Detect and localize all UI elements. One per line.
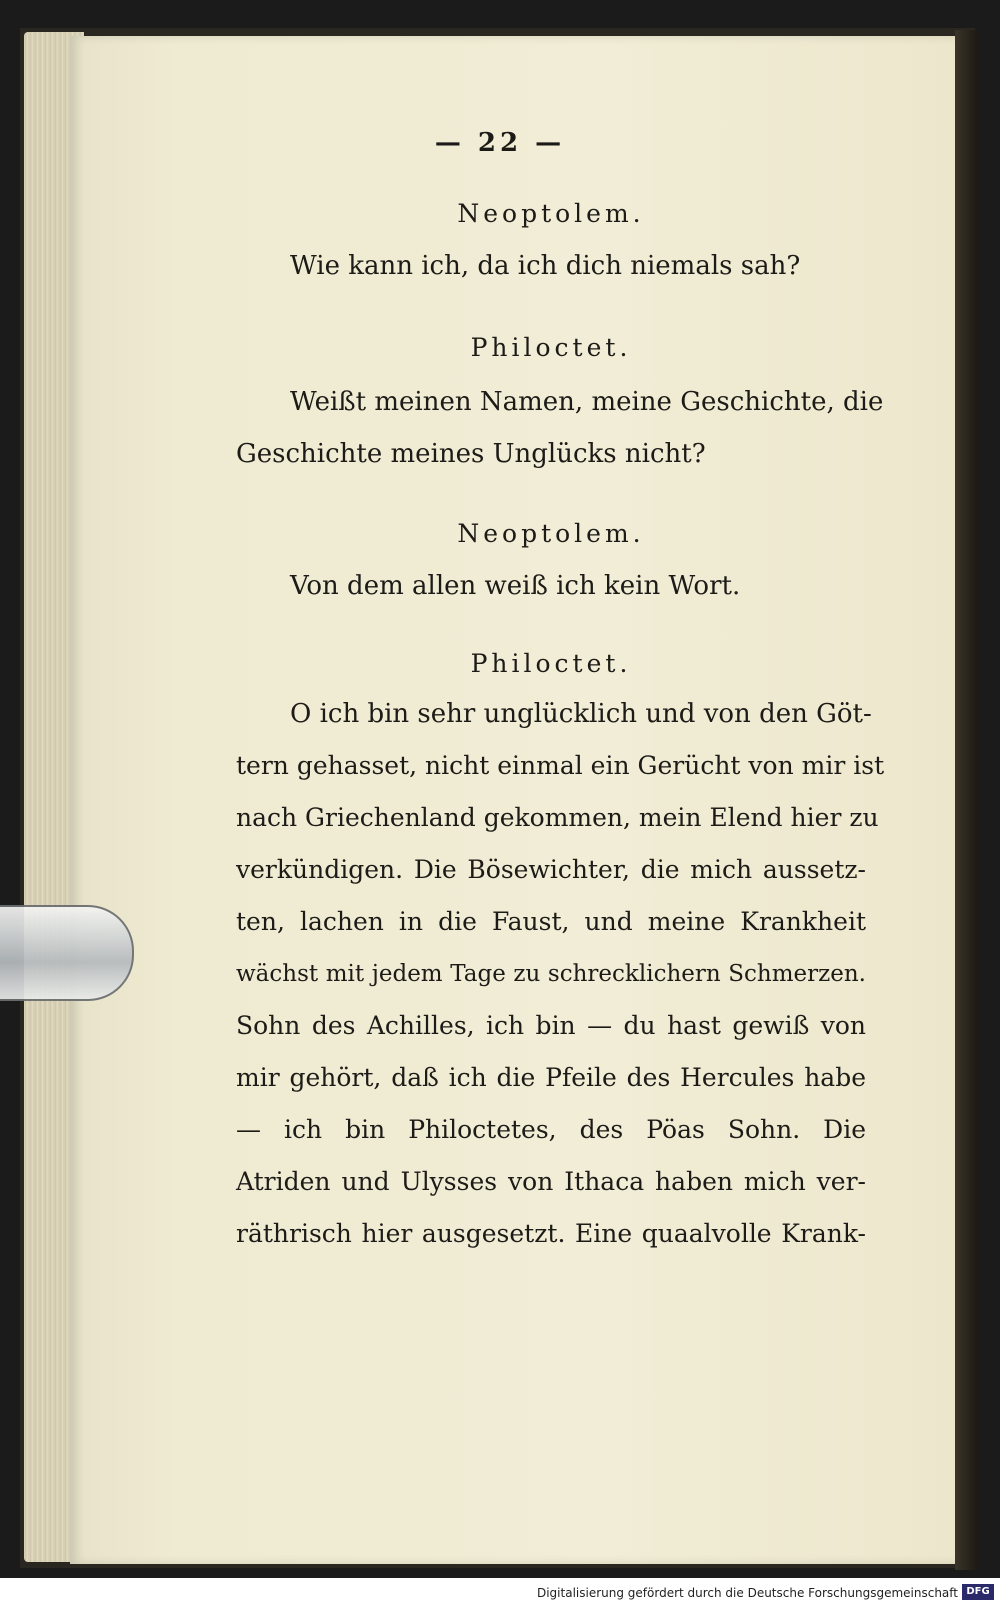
digitization-credit: Digitalisierung gefördert durch die Deutsche Forschungsgemeinschaft <box>536 1586 958 1600</box>
text-line: wächst mit jedem Tage zu schrecklichern Schmerzen. <box>236 961 866 987</box>
passage-2 <box>236 322 866 374</box>
text-line: tern gehasset, nicht einmal ein Gerücht von mir ist <box>236 751 885 780</box>
text-line: Von dem allen weiß ich kein Wort. <box>290 571 741 601</box>
passage-1 <box>236 188 866 240</box>
text-line: ten, lachen in die Faust, und meine Krankheit <box>236 907 866 936</box>
text-line: Geschichte meines Unglücks nicht? <box>236 439 706 469</box>
passage-3 <box>236 508 866 560</box>
speaker-name: Neoptolem. <box>457 519 645 548</box>
page-number-header: — 22 — <box>434 128 566 158</box>
text-line: mir gehört, daß ich die Pfeile des Hercules habe <box>236 1063 866 1092</box>
passage-2-text <box>290 376 884 428</box>
speaker-name: Neoptolem. <box>457 199 645 228</box>
passage-1-text <box>290 240 890 292</box>
text-line: räthrisch hier ausgesetzt. Eine quaalvolle Krank- <box>236 1219 866 1248</box>
text-line: Wie kann ich, da ich dich niemals sah? <box>290 251 801 281</box>
bookmark-clip <box>0 905 134 1001</box>
text-line: verkündigen. Die Bösewichter, die mich aussetz- <box>236 855 866 884</box>
book-spine-edge <box>955 30 977 1570</box>
dfg-logo: DFG <box>962 1584 994 1600</box>
text-line: Sohn des Achilles, ich bin — du hast gewiß von <box>236 1011 866 1040</box>
text-line: O ich bin sehr unglücklich und von den Göt- <box>290 699 872 729</box>
text-line: Weißt meinen Namen, meine Geschichte, die <box>290 387 884 417</box>
speaker-name: Philoctet. <box>470 333 632 362</box>
passage-4-text <box>236 740 885 1260</box>
text-line: nach Griechenland gekommen, mein Elend hier zu <box>236 803 879 832</box>
speaker-name: Philoctet. <box>470 649 632 678</box>
passage-2-text-cont <box>236 428 866 480</box>
footer-bar <box>0 1578 1000 1610</box>
text-line: Atriden und Ulysses von Ithaca haben mich ver- <box>236 1167 866 1196</box>
passage-3-text <box>290 560 890 612</box>
passage-4-first-line <box>290 688 872 740</box>
passage-4 <box>236 638 866 690</box>
text-line: — ich bin Philoctetes, des Pöas Sohn. Die <box>236 1115 866 1144</box>
